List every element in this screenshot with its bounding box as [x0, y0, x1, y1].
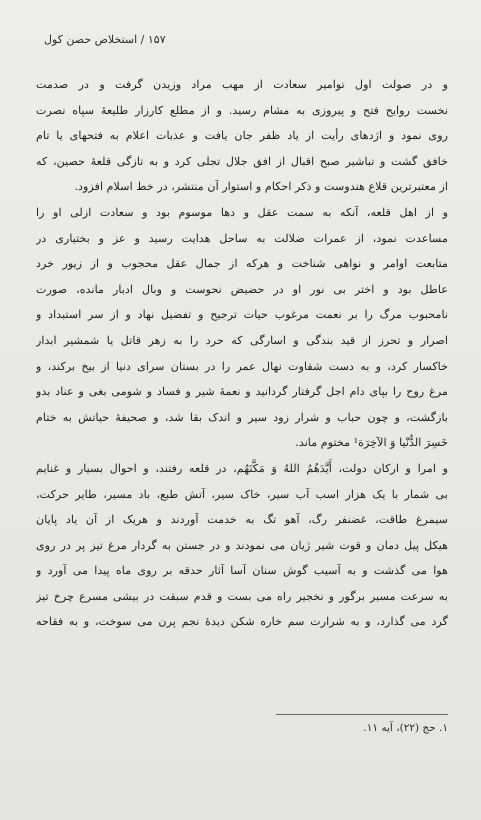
text-line: بی شمار با یک هزار اسب آب سیر، خاک سیر، آتش طبع، باد مسیر، طایر حرکت، [36, 487, 448, 501]
text-line: نخست روایح فتح و پیروزی به مشام رسید. و از مطلع کارزار طلیعهٔ سپاه نصرت [36, 103, 448, 117]
footnote: ۱. حج (۲۲)، آیه ۱۱. [363, 722, 448, 734]
text-line: بازگشت، و چون حباب و شرار زود سیر و اندک بقا شد، و صحیفهٔ حیاتش به ختام [36, 410, 448, 424]
text-line: مرغ روح را بپای دام اجل گرفتار گردانید و نعمهٔ شیر و فساد و شومی بغی و عناد بدو [36, 385, 448, 399]
text-line: روی نمود و اژدهای رأیت از یاد ظفر جان یافت و عذبات اعلام به فتحهای یا تام [36, 129, 448, 143]
text-line: مساعدت نمود، از عمرات ضلالت به ساحل هدایت رسید و عز و بختیاری در [36, 231, 448, 245]
text-line: و امرا و ارکان دولت، أَیَّدَهُمُ اللهُ وَ مَکَّنَهُم، در قلعه رفتند، و احوال بسیار و غنایم [36, 461, 448, 475]
text-line: هوا می گذشت و به آسیب گوش سنان آسا آثار حدقه بر روی ماه پیدا می آورد و [36, 564, 448, 578]
running-head: ۱۵۷ / استخلاص حصن کول [44, 33, 166, 46]
text-line: هیکل پیل دمان و قوت شیر ژیان می نمودند و در جستن به گردار مرغ تیز پر در روی [36, 538, 448, 552]
text-line: اصرار و تحرز از قید بندگی و اسارگی که حرد را به زهر قاتل یا شمشیر ابدار [36, 333, 448, 347]
text-line: گرد می گذارد، و به شرارت سم خاره شکن دیدهٔ نجم پرن می سوخت، و به فقاحه [36, 615, 448, 629]
text-line: خَسِرَ الدُّنْیا وَ الآخِرَة¹ مختوم ماند. [295, 436, 448, 450]
text-line: سیمرغ طاقت، غضنفر رگ، آهو تگ به خدمت آوردند و هریک از آن یاد پایان [36, 513, 448, 527]
text-line: عاطل بود و اختر بی نور او در حضیض نحوست و وبال ادبار مانده، صورت [36, 282, 448, 296]
footnote-divider [276, 714, 448, 715]
text-line: به سرعت مسیر برگور و نخجیر راه می بست و قدم سبقت در بیشی مسرع چرخ تیز [36, 589, 448, 603]
text-line: نامحبوب مرگ را بر نعمت مرغوب حیات ترجیح و تفضیل نهاد و از سر استبداد و [36, 308, 448, 322]
text-line: خافق گشت و تباشیر صبح اقبال از افق جلال تجلی کرد و به تازگی قلعهٔ حصین، که [36, 154, 448, 168]
body-text [36, 72, 448, 635]
text-line: و از اهل قلعه، آنکه به سمت عقل و دها موسوم بود و سعادت ازلی او را [36, 205, 448, 219]
text-line: خاکسار کرد، و به دست شقاوت نهال عمر را در بستان سرای دنیا از بیخ برکند، و [36, 359, 448, 373]
text-line: از معتبرترین قلاع هندوست و ذکر احکام و استوار آن منتشر، در خط اسلام افزود. [74, 180, 448, 194]
text-line: و در صولت اول توامیر سعادت از مهب مراد وزیدن گرفت و در صدمت [36, 78, 448, 91]
text-line: متابعت اوامر و نواهی شناخت و هرکه از جمال عقل محجوب و از زیور خرد [36, 257, 448, 271]
